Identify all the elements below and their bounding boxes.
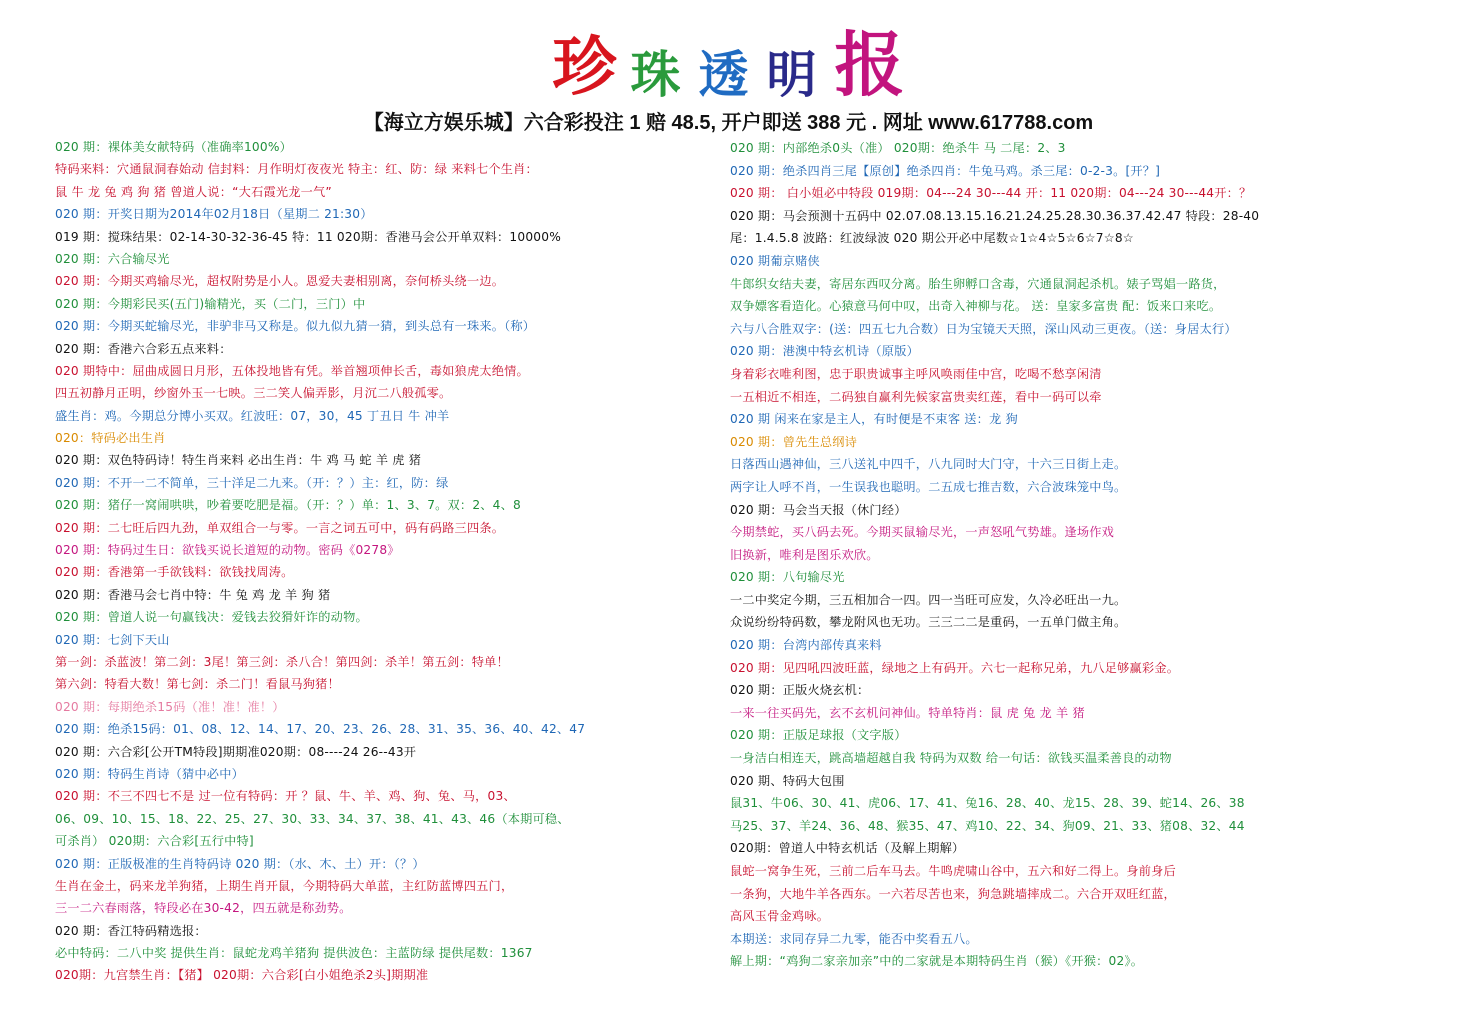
text-line: 身着彩衣唯利图，忠于职贵诚事主呼风唤雨佳中宫，吃喝不愁享闲清 [730, 366, 1102, 381]
advert-slogan: 【海立方娱乐城】六合彩投注 1 赔 48.5, 开户即送 388 元 . 网址 www.617788.com [363, 112, 1094, 134]
text-line: 020 期：猪仔一窝闹哄哄，吵着要吃肥是福。（开：？）单：1、3、7。双：2、4、8 [55, 498, 521, 513]
text-line: 020 期：二七旺后四九劲，单双组合一与零。一言之词五可中，码有码路三四条。 [55, 520, 505, 535]
text-line: 020 期特中：屈曲成圆日月形，五体投地皆有凭。举首翘项伸长舌，毒如狼虎太绝情。 [55, 363, 529, 378]
text-line: 高风玉骨金鸡咏。 [730, 909, 830, 924]
title-char-5: 报 [834, 23, 905, 106]
text-line: 020 期：双色特码诗！特生肖来料 必出生肖：牛 鸡 马 蛇 羊 虎 猪 [55, 453, 422, 468]
text-line: 一来一往买码先，玄不玄机问神仙。特单特肖：鼠 虎 兔 龙 羊 猪 [730, 705, 1085, 720]
text-line: 020 期：每期绝杀15码（准！准！准！） [55, 699, 285, 714]
text-line: 一五相近不相连，二码独自赢利先候家富贵卖红莲，看中一码可以牵 [730, 389, 1102, 404]
text-line: 一二中奖定今期，三五相加合一四。四一当旺可应发，久冷必旺出一九。 [730, 592, 1127, 607]
text-line: 日落西山遇神仙，三八送礼中四千，八九同时大门守，十六三日街上走。 [730, 457, 1127, 472]
text-line: 020 期：绝杀15码：01、08、12、14、17、20、23、26、28、31、35、36、40、42、47 [55, 722, 586, 737]
text-line: 019 期：搅珠结果：02-14-30-32-36-45 特：11 020期：香港马会公开单双料：10000% [55, 229, 561, 244]
text-line: 06、09、10、15、18、22、25、27、30、33、34、37、38、41、43、46（本期可稳、 [55, 811, 570, 826]
text-line: 020 期：内部绝杀0头（准） 020期：绝杀牛 马 二尾：2、3 [730, 141, 1066, 155]
text-line: 鼠 牛 龙 兔 鸡 狗 猪 曾道人说：“大石霞光龙一气” [55, 184, 332, 199]
masthead-title [0, 23, 1457, 110]
text-line: 020 期：港澳中特玄机诗（原版） [730, 344, 919, 359]
text-line: 020 期：台湾内部传真来料 [730, 638, 882, 653]
text-line: 020 期：今期买鸡输尽光，超权附势是小人。恩爱夫妻相别离，奈何桥头绕一边。 [55, 274, 505, 289]
text-line: 旧换新，唯利是图乐欢欣。 [730, 547, 879, 562]
text-line: 第六剑：特看大数！第七剑：杀二门！看鼠马狗猪！ [55, 677, 340, 692]
text-line: 020 期：马会当天报（休门经） [730, 502, 907, 517]
text-line: 020 期：今期彩民买(五门)输精光，买（二门，三门）中 [55, 296, 366, 311]
text-line: 一身洁白相连天，跳高墙超越自我 特码为双数 给一句话：欲钱买温柔善良的动物 [730, 751, 1172, 766]
text-line: 020 期：特码过生日：欲钱买说长道短的动物。密码《0278》 [55, 543, 400, 558]
text-line: 020 期：马会预测十五码中 02.07.08.13.15.16.21.24.25.28.30.36.37.42.47 特段：28-40 [730, 208, 1260, 223]
text-line: 020 期：见四吼四波旺蓝，绿地之上有码开。六七一起称兄弟，九八足够赢彩金。 [730, 660, 1180, 675]
text-line: 020 期：香港六合彩五点来料： [55, 341, 232, 356]
text-line: 020 期：特码生肖诗（猜中必中） [55, 766, 244, 781]
text-line: 020 期 闲来在家是主人，有时便是不束客 送：龙 狗 [730, 412, 1018, 427]
text-line: 可杀肖） 020期：六合彩[五行中特] [55, 834, 254, 849]
text-line: 特码来料：穴通鼠洞春始动 信封料：月作明灯夜夜光 特主：红、防：绿 来料七个生肖： [55, 162, 538, 177]
title-char-2: 珠 [630, 45, 681, 104]
text-line: 020 期：今期买蛇输尽光，非驴非马又称是。似九似九猜一猜，到头总有一珠来。（称） [55, 319, 536, 334]
text-line: 020 期：香港马会七肖中特：牛 兔 鸡 龙 羊 狗 猪 [55, 587, 331, 602]
text-line: 鼠31、牛06、30、41、虎06、17、41、兔16、28、40、龙15、28、39、蛇14、26、38 [730, 796, 1245, 811]
text-line: 三一二六春雨落，特段必在30-42，四五就是称劲势。 [55, 901, 352, 916]
text-line: 尾：1.4.5.8 波路：红波绿波 020 期公开必中尾数☆1☆4☆5☆6☆7☆8☆ [730, 231, 1134, 246]
title-char-1: 珍 [552, 30, 617, 105]
text-line: 生肖在金土，码来龙羊狗猪，上期生肖开鼠，今期特码大单蓝，主红防蓝博四五门， [55, 878, 514, 893]
text-line: 020 期：裸体美女献特码（准确率100%） [55, 140, 293, 154]
text-line: 020 期：曾先生总纲诗 [730, 434, 858, 449]
text-line: 解上期：“鸡狗二家亲加亲”中的二家就是本期特码生肖（猴）《开猴：02》。 [730, 954, 1144, 969]
text-line: 六与八合胜双字：(送：四五七九合数）日为宝镜天天照，深山风动三更夜。（送：身居太行） [730, 321, 1237, 336]
text-line: 020 期：不开一二不简单，三十洋足二九来。（开：？）主：红，防：绿 [55, 475, 449, 490]
text-line: 020 期：正版极准的生肖特码诗 020 期：（水、木、土）开：（？） [55, 856, 425, 871]
text-line: 一条狗，大地牛羊各西东。一六若尽苦也来，狗急跳墙摔成二。六合开双旺红蓝， [730, 886, 1176, 901]
text-line: 020 期：六合输尽光 [55, 251, 170, 266]
text-line: 020 期：正版火烧玄机： [730, 683, 870, 698]
text-line: 020：特码必出生肖 [55, 431, 166, 446]
text-line: 020 期： 白小姐必中特段 019期：04---24 30---44 开：11 020期：04---24 30---44开：？ [730, 186, 1252, 201]
text-line: 020 期：绝杀四肖三尾【原创】绝杀四肖：牛兔马鸡。杀三尾：0-2-3。[开？] [730, 163, 1161, 178]
title-char-3: 透 [698, 45, 749, 104]
text-line: 本期送：求同存异二九零，能否中奖看五八。 [730, 931, 978, 946]
text-line: 020期：九宫禁生肖：【猪】 020期：六合彩[白小姐绝杀2头]期期准 [55, 968, 429, 983]
text-line: 020 期、特码大包围 [730, 773, 845, 788]
text-line: 020 期：不三不四七不是 过一位有特码：开 ？鼠、牛、羊、鸡、狗、兔、马，03、 [55, 789, 516, 804]
text-line: 鼠蛇一窝争生死，三前二后车马去。牛鸣虎啸山谷中，五六和好二得上。身前身后 [730, 864, 1176, 878]
text-line: 第一剑：杀蓝波！第二剑：3尾！第三剑：杀八合！第四剑：杀羊！第五剑：特单！ [55, 654, 509, 669]
text-line: 必中特码：二八中奖 提供生肖：鼠蛇龙鸡羊猪狗 提供波色：主蓝防绿 提供尾数：1367 [55, 946, 533, 961]
text-line: 双争嫖客看造化。心猿意马何中叹，出奇入神柳与花。 送：皇家多富贵 配：饭来口来吃。 [730, 299, 1222, 314]
text-line: 众说纷纷特码数，攀龙附风也无功。三三二二是重码，一五单门做主角。 [730, 615, 1127, 630]
text-line: 020 期：正版足球报（文字版） [730, 728, 907, 743]
text-line: 020 期：六合彩[公开TM特段]期期准020期：08----24 26--43开 [55, 744, 417, 759]
text-line: 今期禁蛇，买八码去死。今期买鼠输尽光，一声怒吼气势雄。逢场作戏 [730, 525, 1115, 540]
text-line: 020 期：八句输尽光 [730, 570, 845, 585]
text-line: 020 期葡京赌侠 [730, 253, 820, 268]
text-line: 020 期：曾道人说一句赢钱决：爱钱去狡猾奸诈的动物。 [55, 610, 368, 625]
text-line: 020 期：开奖日期为2014年02月18日（星期二 21:30） [55, 207, 373, 222]
text-line: 020期：曾道人中特玄机话（及解上期解） [730, 841, 965, 856]
text-line: 四五初静月正明，纱窗外玉一七映。三二笑人偏弄影，月沉二八般孤零。 [55, 386, 452, 401]
text-line: 020 期：七剑下天山 [55, 632, 170, 647]
text-line: 020 期：香江特码精选报： [55, 923, 207, 938]
text-line: 牛郎织女结夫妻，寄居东西叹分离。胎生卵孵口含毒，穴通鼠洞起杀机。婊子骂娼一路货， [730, 276, 1226, 291]
text-line: 两字让人呼不肖，一生误我也聪明。二五成七推吉数，六合波珠笼中鸟。 [730, 479, 1127, 494]
left-column [55, 136, 705, 987]
text-line: 020 期：香港第一手欲钱料：欲钱找周涛。 [55, 565, 294, 580]
text-line: 马25、37、羊24、36、48、猴35、47、鸡10、22、34、狗09、21、33、猪08、32、44 [730, 818, 1245, 833]
title-char-4: 明 [766, 45, 817, 104]
right-column [730, 137, 1430, 973]
text-line: 盛生肖：鸡。今期总分博小买双。红波旺：07，30，45 丁丑日 牛 冲羊 [55, 408, 450, 423]
